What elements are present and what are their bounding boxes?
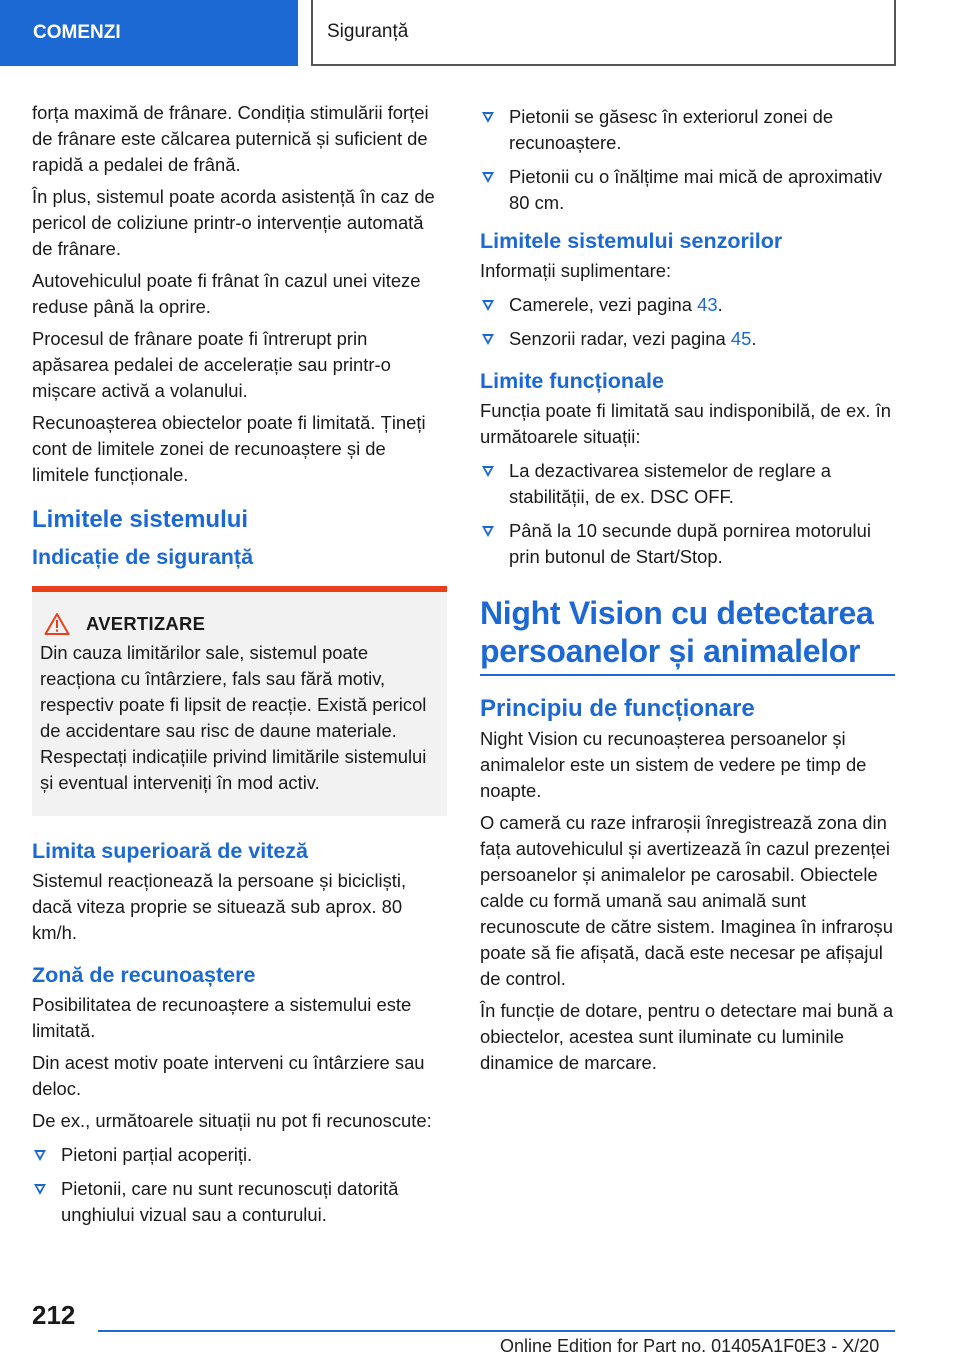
tab-commands[interactable]: COMENZI <box>0 0 298 66</box>
heading-sensor-limits: Limitele sistemului senzorilor <box>480 229 783 253</box>
bullet-list <box>480 458 895 570</box>
paragraph: Night Vision cu recunoașterea persoanelor și animalelor este un sistem de vedere pe timp de noapte. <box>480 728 867 801</box>
page-header <box>0 0 960 66</box>
triangle-bullet-icon <box>34 1150 46 1161</box>
heading-detection-zone: Zonă de recunoaștere <box>32 963 256 987</box>
heading-operating-principle: Principiu de funcționare <box>480 695 755 722</box>
paragraph: Posibilitatea de recunoaștere a sistemului este limitată. <box>32 994 412 1041</box>
edition-text: Online Edition for Part no. 01405A1F0E3 - X/20 <box>500 1336 880 1356</box>
bullet-list <box>32 1142 447 1228</box>
paragraph: În plus, sistemul poate acorda asistență în caz de pericol de coliziune printr-o intervenție automată de frânare. <box>32 186 435 259</box>
heading-night-vision: Night Vision cu detectarea persoanelor și animalelor <box>480 594 895 676</box>
paragraph: Autovehiculul poate fi frânat în cazul unei viteze reduse până la oprire. <box>32 270 421 317</box>
triangle-bullet-icon <box>482 172 494 183</box>
paragraph: O cameră cu raze infraroșii înregistrează zona din fața autovehiculul și avertizează în cazul prezenței persoanelor și animalelor pe carosabil. Obiectele calde cu formă umană sau animală sunt recunoscute de către sistem. Imaginea în infraroșu poate să fie afișată, dacă este necesar pe afișajul de control. <box>480 812 893 989</box>
triangle-bullet-icon <box>34 1184 46 1195</box>
paragraph: Informații suplimentare: <box>480 260 672 281</box>
list-item: Camerele, vezi pagina 43. <box>480 292 895 318</box>
list-item: Pietonii cu o înălțime mai mică de aproximativ 80 cm. <box>480 164 895 216</box>
heading-system-limits: Limitele sistemului <box>32 506 249 533</box>
paragraph: Sistemul reacționează la persoane și bicicliști, dacă viteza proprie se situează sub aprox. 80 km/h. <box>32 870 407 943</box>
right-column <box>480 100 895 1082</box>
paragraph: Din acest motiv poate interveni cu întârziere sau deloc. <box>32 1052 425 1099</box>
list-item: Până la 10 secunde după pornirea motorului prin butonul de Start/Stop. <box>480 518 895 570</box>
list-item: Senzorii radar, vezi pagina 45. <box>480 326 895 352</box>
left-column <box>32 100 447 1236</box>
list-item: Pietonii se găsesc în exteriorul zonei de recunoaștere. <box>480 104 895 156</box>
paragraph: forța maximă de frânare. Condiția stimulării forței de frânare este călcarea puternică și suficient de rapidă a pedalei de frână. <box>32 102 429 175</box>
bullet-list <box>480 104 895 216</box>
warning-header <box>40 612 437 636</box>
footer-divider <box>98 1330 895 1332</box>
list-item: Pietoni parțial acoperiți. <box>32 1142 447 1168</box>
bullet-list <box>480 292 895 352</box>
triangle-bullet-icon <box>482 334 494 345</box>
tab-section-safety[interactable]: Siguranță <box>311 0 896 66</box>
paragraph: Funcția poate fi limitată sau indisponibilă, de ex. în următoarele situații: <box>480 400 891 447</box>
warning-box <box>32 586 447 816</box>
paragraph: În funcție de dotare, pentru o detectare mai bună a obiectelor, acestea sunt iluminate cu luminile dinamice de marcare. <box>480 1000 894 1073</box>
list-item: Pietonii, care nu sunt recunoscuți datorită unghiului vizual sau a conturului. <box>32 1176 447 1228</box>
warning-title: AVERTIZARE <box>86 613 206 634</box>
warning-triangle-icon <box>44 612 70 636</box>
paragraph: De ex., următoarele situații nu pot fi recunoscute: <box>32 1110 432 1131</box>
triangle-bullet-icon <box>482 466 494 477</box>
heading-functional-limits: Limite funcționale <box>480 369 664 393</box>
triangle-bullet-icon <box>482 300 494 311</box>
triangle-bullet-icon <box>482 526 494 537</box>
heading-speed-limit: Limita superioară de viteză <box>32 839 309 863</box>
page-link-cameras[interactable]: 43 <box>697 294 718 315</box>
paragraph: Procesul de frânare poate fi întrerupt prin apăsarea pedalei de accelerație sau printr-o mișcare activă a volanului. <box>32 328 391 401</box>
page-number: 212 <box>32 1300 76 1330</box>
list-item: La dezactivarea sistemelor de reglare a stabilității, de ex. DSC OFF. <box>480 458 895 510</box>
paragraph: Recunoașterea obiectelor poate fi limitată. Țineți cont de limitele zonei de recunoaștere și de limitele funcționale. <box>32 412 426 485</box>
page-link-radar[interactable]: 45 <box>730 328 752 349</box>
warning-text: Din cauza limitărilor sale, sistemul poate reacționa cu întârziere, fals sau fără motiv, respectiv poate fi lipsit de reacție. Există pericol de accidentare sau risc de daune materiale. Respectați indicațiile privind limitările sistemului și eventual interveniți în mod activ. <box>40 642 427 793</box>
heading-safety-note: Indicație de siguranță <box>32 545 254 569</box>
triangle-bullet-icon <box>482 112 494 123</box>
